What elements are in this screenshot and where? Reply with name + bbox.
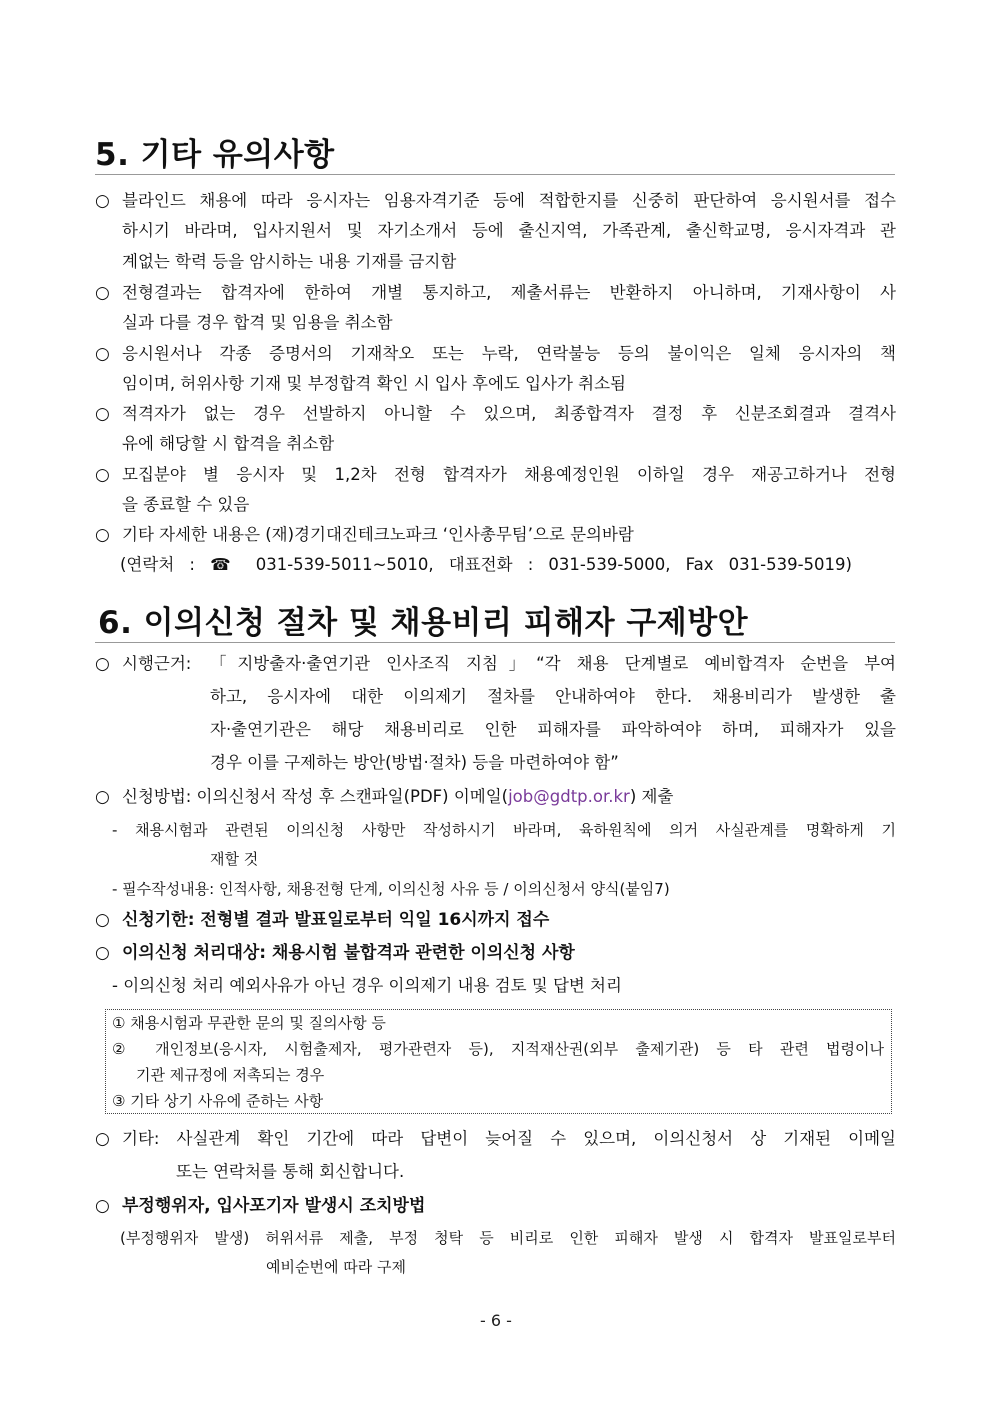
s5-item-6-line-1: 기타 자세한 내용은 (재)경기대진테크노파크 ‘인사총무팀’으로 문의바람: [122, 525, 634, 544]
method-prefix: 신청방법: 이의신청서 작성 후 스캔파일(PDF) 이메일(: [122, 787, 509, 806]
exception-1: ① 채용시험과 무관한 문의 및 질의사항 등: [112, 1014, 386, 1032]
s5-item-5-line-1: 모집분야 별 응시자 및 1,2차 전형 합격자가 채용예정인원 이하일 경우 재공고하거나 전형: [122, 465, 896, 484]
bullet-icon: ○: [95, 910, 110, 930]
section-5-heading: 5. 기타 유의사항: [95, 137, 335, 173]
s5-item-5-line-2: 을 종료할 수 있음: [122, 495, 250, 514]
bullet-icon: ○: [95, 943, 110, 963]
other-line-2: 또는 연락처를 통해 회신합니다.: [176, 1162, 405, 1181]
method-suffix: ) 제출: [629, 787, 674, 806]
bullet-icon: ○: [95, 654, 110, 674]
s5-contact-line: (연락처 : ☎ 031-539-5011~5010, 대표전화 : 031-539-5000, Fax 031-539-5019): [120, 555, 852, 574]
section-6-rule: [95, 642, 895, 643]
target-sub: - 이의신청 처리 예외사유가 아닌 경우 이의제기 내용 검토 및 답변 처리: [112, 976, 622, 995]
s5-item-1-line-2: 하시기 바라며, 입사지원서 및 자기소개서 등에 출신지역, 가족관계, 출신학교명, 응시자격과 관: [122, 221, 896, 240]
exception-3: ③ 기타 상기 사유에 준하는 사항: [112, 1092, 324, 1110]
s5-item-2-line-1: 전형결과는 합격자에 한하여 개별 통지하고, 제출서류는 반환하지 아니하며, 기재사항이 사: [122, 283, 896, 302]
basis-line-2: 하고, 응시자에 대한 이의제기 절차를 안내하여야 한다. 채용비리가 발생한 출: [210, 687, 896, 706]
target-line: 이의신청 처리대상: 채용시험 불합격과 관련한 이의신청 사항: [122, 943, 575, 963]
deadline-line: 신청기한: 전형별 결과 발표일로부터 익일 16시까지 접수: [122, 910, 550, 930]
s5-item-1-line-3: 계없는 학력 등을 암시하는 내용 기재를 금지함: [122, 252, 457, 271]
fraud-line-1: (부정행위자 발생) 허위서류 제출, 부정 청탁 등 비리로 인한 피해자 발생 시 합격자 발표일로부터: [120, 1229, 896, 1247]
basis-line-4: 경우 이를 구제하는 방안(방법·절차) 등을 마련하여야 함”: [210, 753, 619, 772]
fraud-line-2: 예비순번에 따라 구제: [266, 1258, 406, 1276]
basis-line-3: 자·출연기관은 해당 채용비리로 인한 피해자를 파악하여야 하며, 피해자가 있을: [210, 720, 896, 739]
method-sub-1-line-2: 재할 것: [210, 850, 259, 868]
bullet-icon: ○: [95, 787, 110, 807]
s5-item-4-line-2: 유에 해당할 시 합격을 취소함: [122, 434, 335, 453]
s5-item-2-line-2: 실과 다를 경우 합격 및 임용을 취소함: [122, 313, 393, 332]
basis-label: 시행근거:: [122, 654, 192, 673]
method-sub-1-line-1: - 채용시험과 관련된 이의신청 사항만 작성하시기 바라며, 육하원칙에 의거 사실관계를 명확하게 기: [112, 821, 896, 839]
bullet-icon: ○: [95, 525, 110, 545]
bullet-icon: ○: [95, 1129, 110, 1149]
basis-line-1: 「지방출자·출연기관 인사조직 지침」“각 채용 단계별로 예비합격자 순번을 부여: [210, 654, 896, 673]
bullet-icon: ○: [95, 283, 110, 303]
method-line: [122, 786, 673, 808]
bullet-icon: ○: [95, 191, 110, 211]
bullet-icon: ○: [95, 344, 110, 364]
page-number: - 6 -: [480, 1311, 512, 1330]
s5-item-4-line-1: 적격자가 없는 경우 선발하지 아니할 수 있으며, 최종합격자 결정 후 신분조회결과 결격사: [122, 404, 896, 423]
exception-2-line-2: 기관 제규정에 저촉되는 경우: [136, 1066, 325, 1084]
bullet-icon: ○: [95, 404, 110, 424]
s5-item-3-line-2: 임이며, 허위사항 기재 및 부정합격 확인 시 입사 후에도 입사가 취소됨: [122, 374, 626, 393]
method-email-link[interactable]: job@gdtp.or.kr: [508, 787, 630, 806]
bullet-icon: ○: [95, 465, 110, 485]
section-5-rule: [95, 174, 895, 175]
other-line-1: 기타: 사실관계 확인 기간에 따라 답변이 늦어질 수 있으며, 이의신청서 상 기재된 이메일: [122, 1129, 896, 1148]
s5-item-1-line-1: 블라인드 채용에 따라 응시자는 임용자격기준 등에 적합한지를 신중히 판단하여 응시원서를 접수: [122, 191, 896, 210]
bullet-icon: ○: [95, 1196, 110, 1216]
s5-item-3-line-1: 응시원서나 각종 증명서의 기재착오 또는 누락, 연락불능 등의 불이익은 일체 응시자의 책: [122, 344, 896, 363]
fraud-title: 부정행위자, 입사포기자 발생시 조치방법: [122, 1196, 426, 1216]
exception-2-line-1: ② 개인정보(응시자, 시험출제자, 평가관련자 등), 지적재산권(외부 출제기관) 등 타 관련 법령이나: [112, 1040, 884, 1058]
section-6-heading: 6. 이의신청 절차 및 채용비리 피해자 구제방안: [98, 605, 749, 641]
method-sub-2: - 필수작성내용: 인적사항, 채용전형 단계, 이의신청 사유 등 / 이의신청서 양식(붙임7): [112, 880, 670, 898]
